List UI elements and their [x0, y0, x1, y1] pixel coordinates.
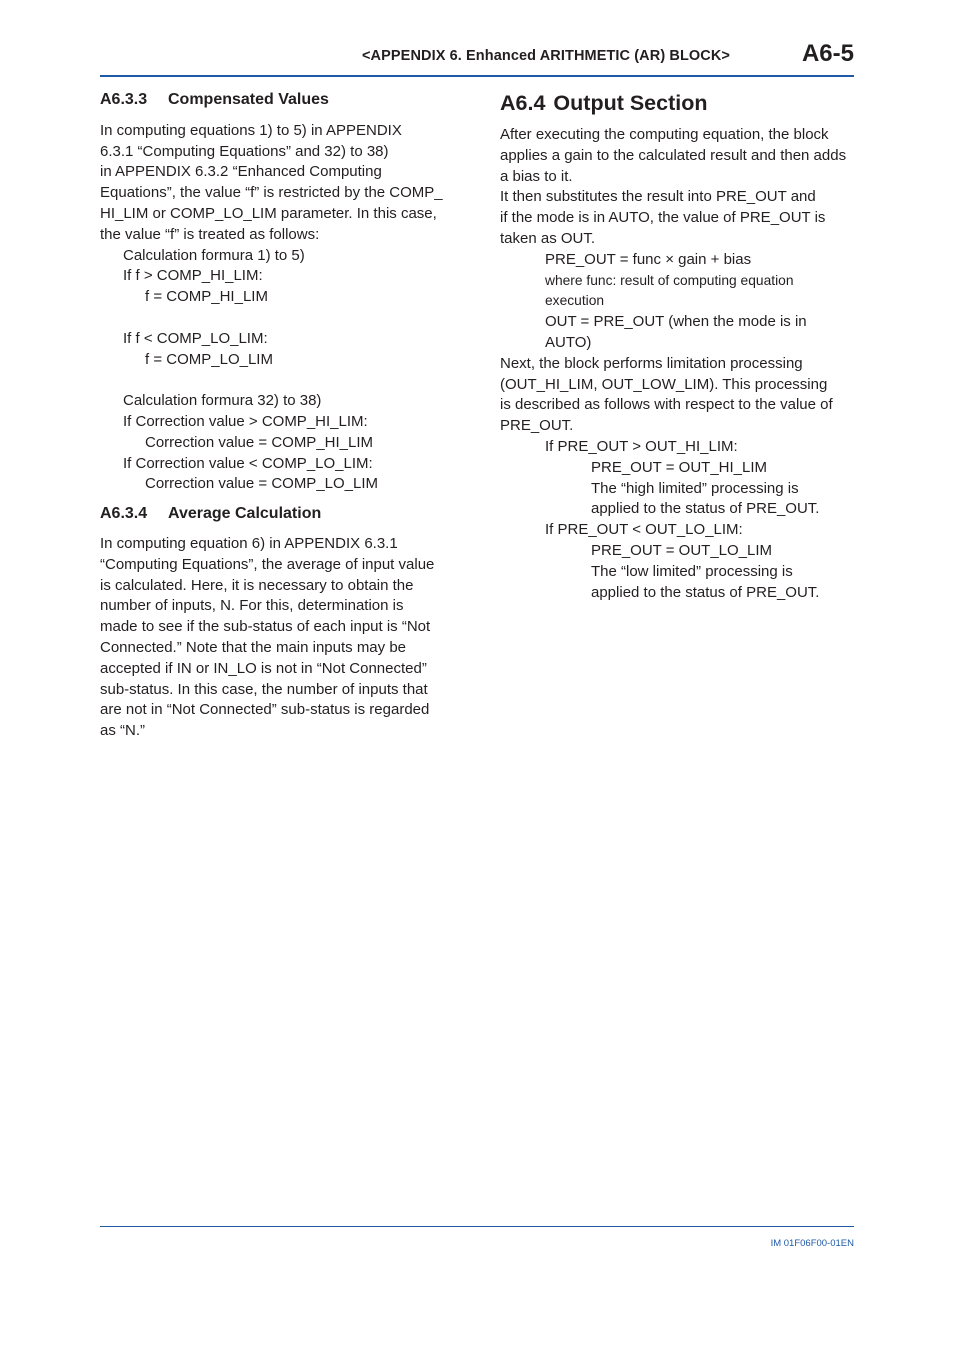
paragraph-line: made to see if the sub-status of each input is “Not: [100, 618, 431, 636]
paragraph-line: In computing equation 6) in APPENDIX 6.3.1: [100, 534, 398, 552]
paragraph-line: applies a gain to the calculated result and then adds: [500, 146, 847, 164]
paragraph-line: “Computing Equations”, the average of input value: [100, 555, 435, 573]
condition-line: If f > COMP_HI_LIM:: [123, 267, 263, 285]
assignment-line: f = COMP_HI_LIM: [145, 288, 268, 306]
paragraph-line: is described as follows with respect to the value of: [500, 396, 833, 414]
page-number: A6-5: [801, 40, 854, 67]
paragraph-line: accepted if IN or IN_LO is not in “Not Connected”: [100, 659, 427, 677]
condition-line: If Correction value > COMP_HI_LIM:: [123, 412, 368, 430]
paragraph-line: are not in “Not Connected” sub-status is regarded: [100, 701, 430, 719]
running-header: <APPENDIX 6. Enhanced ARITHMETIC (AR) BLOCK>: [361, 48, 730, 64]
paragraph-line: Next, the block performs limitation processing: [500, 354, 803, 372]
formula-label: Calculation formura 1) to 5): [123, 246, 305, 264]
assignment-line: f = COMP_LO_LIM: [145, 350, 273, 368]
paragraph-line: HI_LIM or COMP_LO_LIM parameter. In this case,: [100, 204, 437, 222]
paragraph-line: Connected.” Note that the main inputs may be: [100, 638, 407, 656]
right-column: [500, 90, 860, 603]
paragraph-line: (OUT_HI_LIM, OUT_LOW_LIM). This processing: [500, 375, 828, 393]
assignment-line: PRE_OUT = OUT_HI_LIM: [591, 458, 768, 476]
condition-line: If PRE_OUT < OUT_LO_LIM:: [545, 521, 743, 539]
assignment-line: PRE_OUT = OUT_LO_LIM: [591, 541, 773, 559]
paragraph-line: a bias to it.: [500, 167, 573, 185]
section-heading-compensated-values: A6.3.3 Compensated Values: [100, 91, 329, 108]
condition-line: If PRE_OUT > OUT_HI_LIM:: [545, 437, 738, 455]
paragraph-line: PRE_OUT.: [500, 417, 574, 435]
assignment-line: Correction value = COMP_HI_LIM: [145, 433, 374, 451]
condition-line: If Correction value < COMP_LO_LIM:: [123, 454, 373, 472]
equation-line: AUTO): [545, 333, 592, 351]
equation-note: execution: [545, 293, 605, 309]
paragraph-line: Equations”, the value “f” is restricted by the COMP_: [100, 184, 443, 202]
paragraph-line: the value “f” is treated as follows:: [100, 225, 320, 243]
assignment-line: Correction value = COMP_LO_LIM: [145, 475, 379, 493]
equation-line: PRE_OUT = func × gain + bias: [545, 250, 752, 268]
paragraph-line: number of inputs, N. For this, determination is: [100, 597, 404, 615]
paragraph-line: is calculated. Here, it is necessary to obtain the: [100, 576, 414, 594]
paragraph-line: as “N.”: [100, 722, 145, 740]
paragraph-line: In computing equations 1) to 5) in APPENDIX: [100, 121, 402, 139]
section-heading-average-calculation: A6.3.4 Average Calculation: [100, 505, 322, 523]
note-line: The “high limited” processing is: [591, 479, 799, 497]
paragraph-line: After executing the computing equation, the block: [500, 126, 829, 143]
equation-line: OUT = PRE_OUT (when the mode is in: [545, 313, 807, 331]
formula-label: Calculation formura 32) to 38): [123, 392, 322, 410]
note-line: applied to the status of PRE_OUT.: [591, 500, 820, 518]
left-column: [100, 90, 460, 742]
paragraph-line: 6.3.1 “Computing Equations” and 32) to 38): [100, 142, 389, 160]
paragraph-line: It then substitutes the result into PRE_OUT and: [500, 188, 816, 206]
footer-rule: [100, 1226, 854, 1227]
condition-line: If f < COMP_LO_LIM:: [123, 329, 268, 347]
paragraph-line: sub-status. In this case, the number of inputs that: [100, 680, 428, 698]
note-line: The “low limited” processing is: [591, 562, 793, 580]
section-heading-output-section: A6.4 Output Section: [500, 91, 708, 115]
paragraph-line: in APPENDIX 6.3.2 “Enhanced Computing: [100, 163, 382, 181]
note-line: applied to the status of PRE_OUT.: [591, 583, 820, 601]
header-rule: [100, 75, 854, 77]
paragraph-line: if the mode is in AUTO, the value of PRE_OUT is: [500, 209, 826, 227]
paragraph-line: taken as OUT.: [500, 229, 596, 247]
equation-note: where func: result of computing equation: [545, 272, 794, 288]
document-id: IM 01F06F00-01EN: [770, 1238, 854, 1249]
